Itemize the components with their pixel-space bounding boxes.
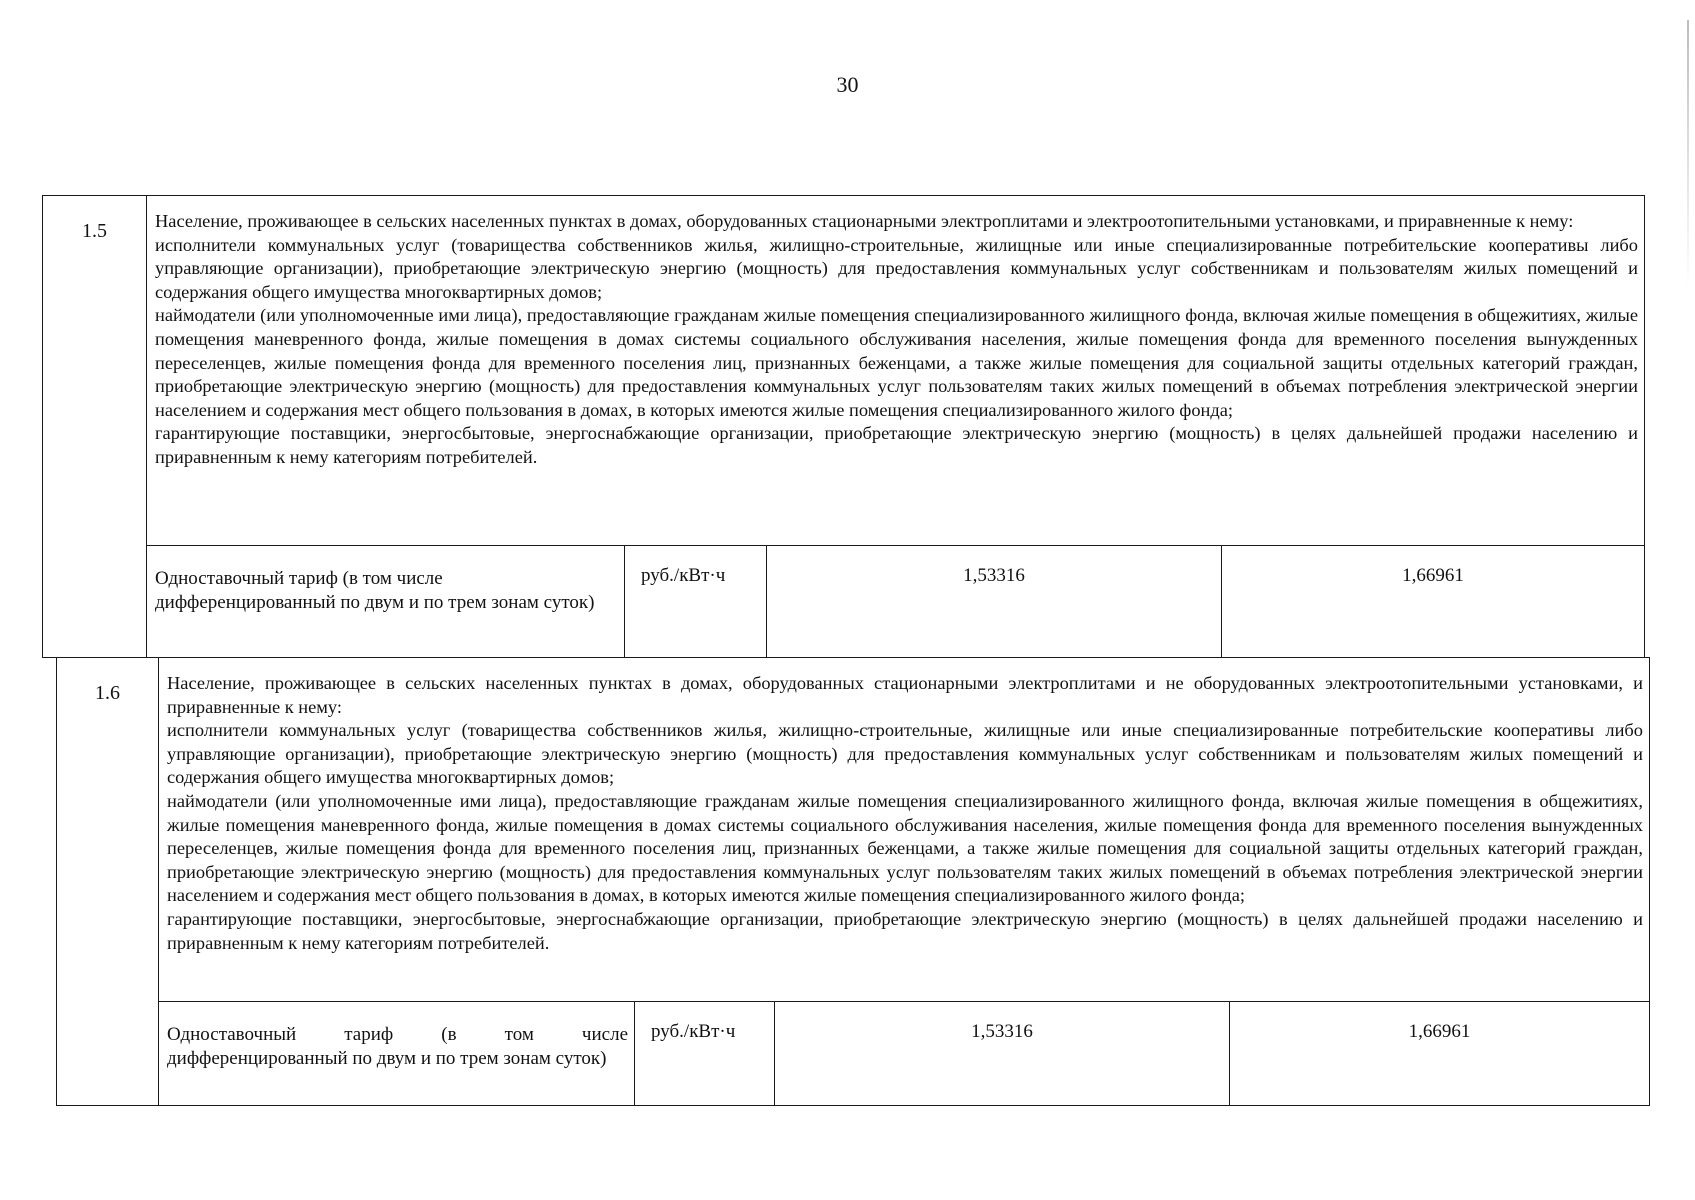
tariff-block-1-5 [42,195,1645,658]
description-paragraph: наймодатели (или уполномоченные ими лица), предоставляющие гражданам жилые помещения специализированного жилищного фонда, включая жилые помещения в общежитиях, жилые помещения маневренного фонда, жилые помещения в домах системы социального обслуживания населения, жилые помещения фонда для временного поселения вынужденных переселенцев, жилые помещения фонда для временного поселения лиц, признанных беженцами, а также жилые помещения для социальной защиты отдельных категорий граждан, приобретающие электрическую энергию (мощность) для предоставления коммунальных услуг пользователям таких жилых помещений в объемах потребления электрической энергии населением и содержания мест общего пользования в домах, в которых имеются жилые помещения специализированного жилого фонда; [155,305,1638,420]
description-paragraph: Население, проживающее в сельских населенных пунктах в домах, оборудованных стационарными электроплитами и электроотопительными установками, и приравненные к нему: [155,211,1574,231]
tariff-row [159,1002,1649,1105]
description-paragraph: Население, проживающее в сельских населенных пунктах в домах, оборудованных стационарными электроплитами и не оборудованных электроотопительными установками, и приравненные к нему: [167,673,1643,717]
tariff-label: Одноставочный тариф (в том числе дифференцированный по двум и по трем зонам суток) [159,1002,635,1105]
page-number: 30 [836,72,859,97]
tariff-value-period-1: 1,53316 [767,546,1222,657]
tariff-value-period-2: 1,66961 [1402,565,1464,586]
tariff-unit: руб./кВт·ч [635,1002,775,1105]
tariff-value-period-1: 1,53316 [775,1002,1230,1105]
tariff-block-1-6 [56,657,1650,1106]
description-paragraph: наймодатели (или уполномоченные ими лица), предоставляющие гражданам жилые помещения специализированного жилищного фонда, включая жилые помещения в общежитиях, жилые помещения маневренного фонда, жилые помещения в домах системы социального обслуживания населения, жилые помещения фонда для временного поселения вынужденных переселенцев, жилые помещения фонда для временного поселения лиц, признанных беженцами, а также жилые помещения для социальной защиты отдельных категорий граждан, приобретающие электрическую энергию (мощность) для предоставления коммунальных услуг пользователям таких жилых помещений в объемах потребления электрической энергии населением и содержания мест общего пользования в домах, в которых имеются жилые помещения специализированного жилого фонда; [167,790,1643,906]
description-paragraph: гарантирующие поставщики, энергосбытовые, энергоснабжающие организации, приобретающие электрическую энергию (мощность) в целях дальнейшей продажи населению и приравненным к нему категориям потребителей. [155,423,1638,467]
consumer-group-description [147,196,1644,546]
tariff-unit: руб./кВт·ч [625,546,767,657]
consumer-group-description [159,658,1649,1002]
tariff-label: Одноставочный тариф (в том числе дифференцированный по двум и по трем зонам суток) [147,546,625,657]
tariff-value-period-2: 1,66961 [1408,1021,1471,1042]
description-paragraph: исполнители коммунальных услуг (товарищества собственников жилья, жилищно-строительные, жилищные или иные специализированные потребительские кооперативы либо управляющие организации), приобретающие электрическую энергию (мощность) для предоставления коммунальных услуг собственникам и пользователям жилых помещений и содержания общего имущества многоквартирных домов; [155,234,1638,302]
description-paragraph: исполнители коммунальных услуг (товарищества собственников жилья, жилищно-строительные, жилищные или иные специализированные потребительские кооперативы либо управляющие организации), приобретающие электрическую энергию (мощность) для предоставления коммунальных услуг собственникам и пользователям жилых помещений и содержания общего имущества многоквартирных домов; [167,720,1643,788]
tariff-row [147,546,1644,657]
row-number: 1.6 [57,658,159,1105]
scan-edge-shadow [1687,20,1689,290]
row-number: 1.5 [43,196,147,657]
description-paragraph: гарантирующие поставщики, энергосбытовые, энергоснабжающие организации, приобретающие электрическую энергию (мощность) в целях дальнейшей продажи населению и приравненным к нему категориям потребителей. [167,908,1643,953]
